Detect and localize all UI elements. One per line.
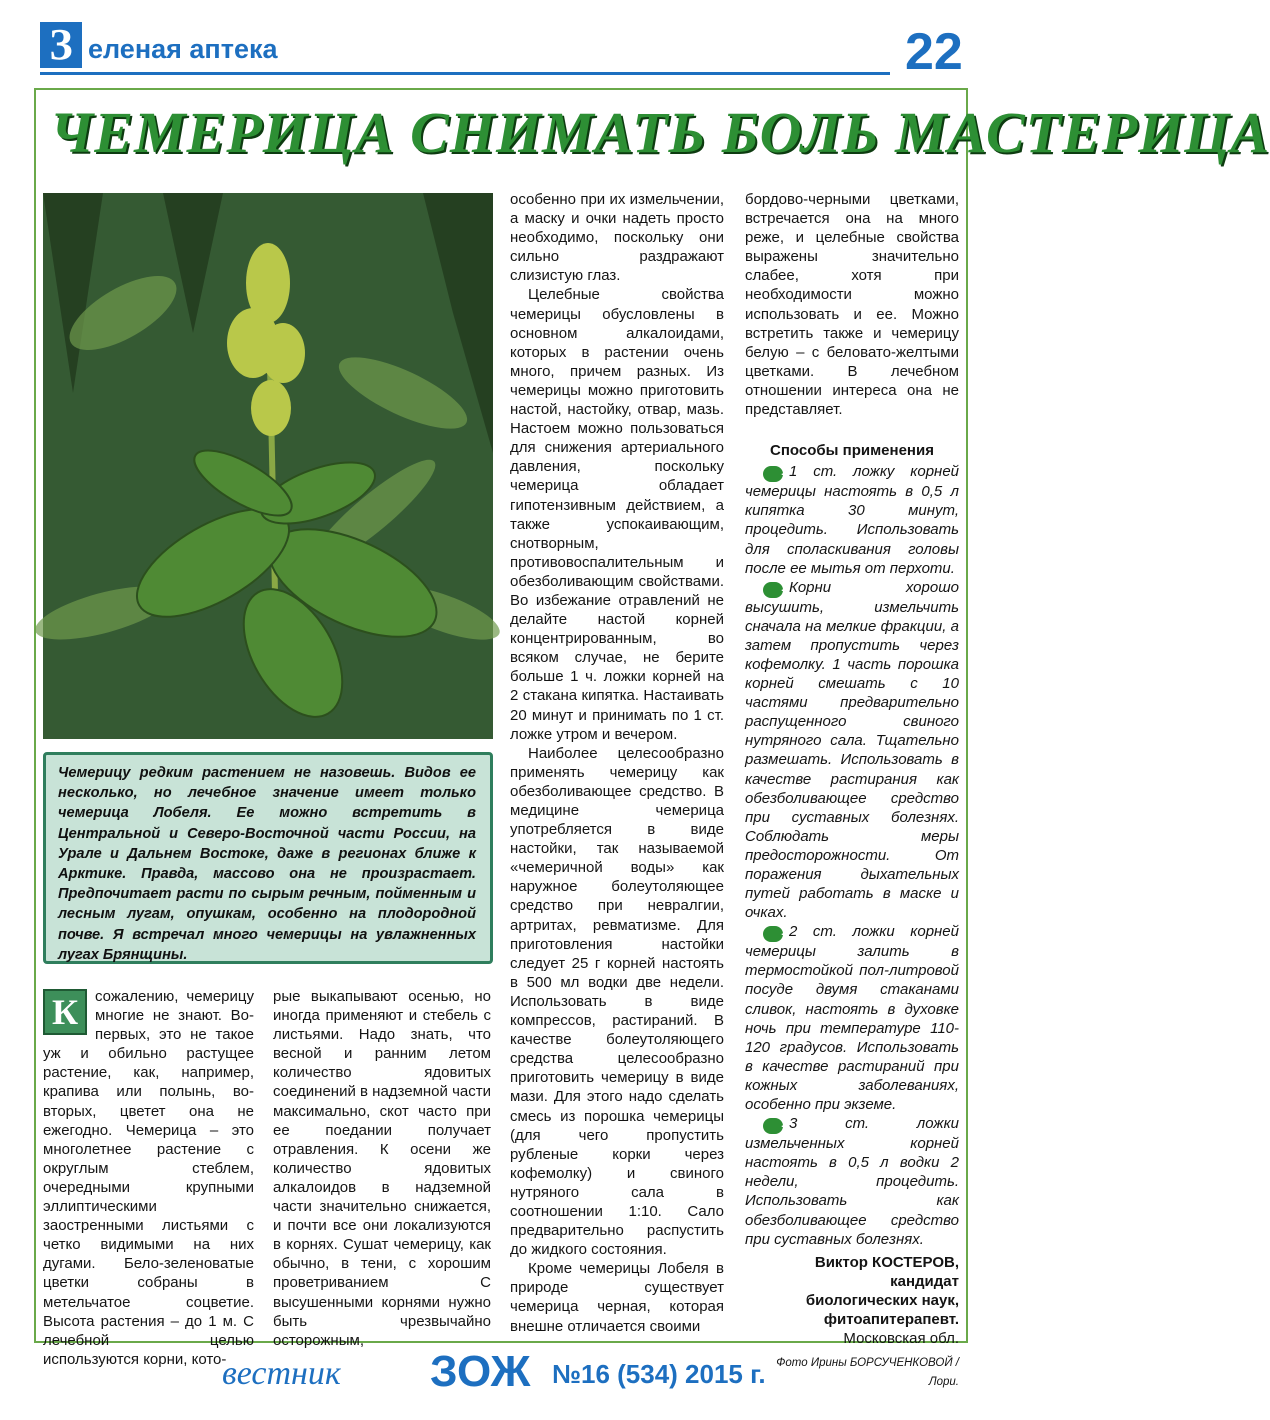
section-title: еленая аптека: [88, 34, 278, 64]
method-text: 1 ст. ложку корней чемерицы настоять в 0,5 л кипятка 30 минут, процедить. Использовать для споласкивания головы после ее мытья от перхоти.: [745, 463, 959, 577]
method-text: 2 ст. ложки корней чемерицы залить в термостойкой пол-литровой посуде двумя стаканами сливок, настоять в духовке ночь при температуре 110-120 градусов. Использовать в качестве растираний при кожных заболеваниях, особенно при экземе.: [745, 923, 959, 1114]
method-item: [745, 922, 959, 1114]
author-signature: [745, 1253, 959, 1329]
header-rule: [40, 72, 890, 75]
footer-magazine-name: вестник: [222, 1355, 341, 1392]
hellebore-plant-photo: [43, 193, 493, 739]
column-4-paragraph: бордово-черными цветками, встречается она на много реже, и целебные свойства выражены значительно слабее, хотя при необходимости можно использовать и ее. Можно встретить также и чемерицу белую – с беловато-желтыми цветками. В лечебном отношении интереса она не представляет.: [745, 191, 959, 419]
plant-illustration: [43, 193, 493, 739]
drop-cap: К: [43, 989, 87, 1035]
method-item: [745, 578, 959, 923]
author-title: кандидат: [890, 1272, 959, 1290]
column-1-text: сожалению, чемерицу многие не знают. Во-первых, это не такое уж и обильно растущее растение, как, например, крапива или полынь, во-вторых, цветет она не ежегодно. Чемерица – это многолетнее растение с округлым стеблем, очередными крупными эллиптическими заостренными листьями с четко видимыми на них дугами. Бело-зеленоватые цветки собраны в метельчатое соцветие. Высота растения – до 1 м. С лечебной целью используются корни, кото-: [43, 988, 254, 1368]
column-3-paragraph: Наиболее целесообразно применять чемерицу как обезболивающее средство. В медицине чемерица употребляется в виде настойки, так называемой «чемеричной воды» как наружное болеутоляющее средство при невралгии, артритах, ревматизме. Для приготовления настойки следует 25 г корней настоять в 500 мл водки две недели. Использовать в виде компрессов, растираний. В качестве болеутоляющего средства целесообразно приготовить чемерицу в виде мази. Для этого надо сделать смесь из порошка чемерицы (для чего пропустить рубленые корки через кофемолку) и свиного нутряного сала в соотношении 1:10. Сало предварительно распустить до жидкого состояния.: [510, 744, 724, 1259]
footer-issue-number: №16 (534) 2015 г.: [552, 1359, 766, 1389]
photo-credit: Фото Ирины БОРСУЧЕНКОВОЙ / Лори.: [776, 1357, 959, 1389]
methods-heading: Способы применения: [770, 442, 934, 460]
article-headline: ЧЕМЕРИЦА СНИМАТЬ БОЛЬ МАСТЕРИЦА: [50, 100, 1270, 165]
column-3-paragraph: Целебные свойства чемерицы обусловлены в основном алкалоидами, которых в растении очень много, причем разных. Из чемерицы можно приготовить настой, настойку, отвар, мазь. Настоем можно пользоваться для снижения артериального давления, поскольку чемерица обладает гипотензивным действием, а также успокаивающим, снотворным, противовоспалительным и обезболивающим свойствами. Во избежание отравлений не делайте настой корней концентрированным, во всяком случае, не берите больше 1 ч. ложки корней на 2 стакана кипятка. Настаивать 20 минут и принимать по 1 ст. ложке утром и вечером.: [510, 286, 724, 743]
method-text: Корни хорошо высушить, измельчить сначала на мелкие фракции, а затем пропустить через кофемолку. 1 часть порошка корней смешать с 10 частями предварительно распущенного свиного нутряного сала. Тщательно размешать. Использовать в качестве растирания как обезболивающее средство при суставных болезнях. Соблюдать меры предосторожности. От поражения дыхательных путей работать в маске и очках.: [745, 578, 959, 922]
author-name: Виктор КОСТЕРОВ,: [814, 1253, 959, 1271]
column-2-text: рые выкапывают осенью, но иногда применяют и стебель с листьями. Надо знать, что весной и ранним летом количество ядовитых соединений в надземной части максимально, скот часто при ее поедании получает отравления. К осени же количество ядовитых алкалоидов в надземной части значительно снижается, и почти все они локализуются в корнях. Сушат чемерицу, как обычно, в тени, с хорошим проветриванием С высушенными корнями нужно быть чрезвычайно осторожным,: [273, 988, 491, 1349]
arrow-bullet-icon: ➜: [763, 1118, 783, 1134]
arrow-bullet-icon: ➜: [763, 926, 783, 942]
column-4: [745, 190, 959, 1392]
method-item: [745, 1114, 959, 1249]
column-3-paragraph: Кроме чемерицы Лобеля в природе существует чемерица черная, которая внешне отличается своими: [510, 1260, 724, 1335]
method-text: 3 ст. ложки измельченных корней настоять в 0,5 л водки 2 недели, процедить. Использовать как обезболивающее средство при суставных болезнях.: [745, 1115, 959, 1248]
intro-text: Чемерицу редким растением не назовешь. Видов ее несколько, но лечебное значение имеет только чемерица Лобеля. Ее можно встретить в Центральной и Северо-Восточной части России, на Урале и Дальнем Востоке, даже в регионах ближе к Арктике. Правда, массово она не произрастает. Предпочитает расти по сырым речным, пойменным и лесным лугам, опушкам, особенно на плодородной почве. Я встречал много чемерицы на увлажненных лугах Брянщины.: [58, 765, 476, 963]
column-2: [273, 987, 491, 1350]
column-1: [43, 987, 254, 1369]
page-number: 22: [905, 23, 963, 81]
author-title: биологических наук,: [805, 1291, 959, 1309]
method-item: [745, 462, 959, 577]
footer-magazine-logo: ЗОЖ: [430, 1347, 531, 1396]
column-3-paragraph: особенно при их измельчении, а маску и очки надеть просто необходимо, поскольку они сильно раздражают слизистую глаз.: [510, 191, 724, 285]
section-logo: З: [40, 22, 82, 68]
author-region: Московская обл.: [843, 1330, 959, 1348]
author-title: фитоапитерапевт.: [823, 1310, 959, 1328]
arrow-bullet-icon: ➜: [763, 466, 783, 482]
arrow-bullet-icon: ➜: [763, 582, 783, 598]
column-3: [510, 190, 724, 1336]
